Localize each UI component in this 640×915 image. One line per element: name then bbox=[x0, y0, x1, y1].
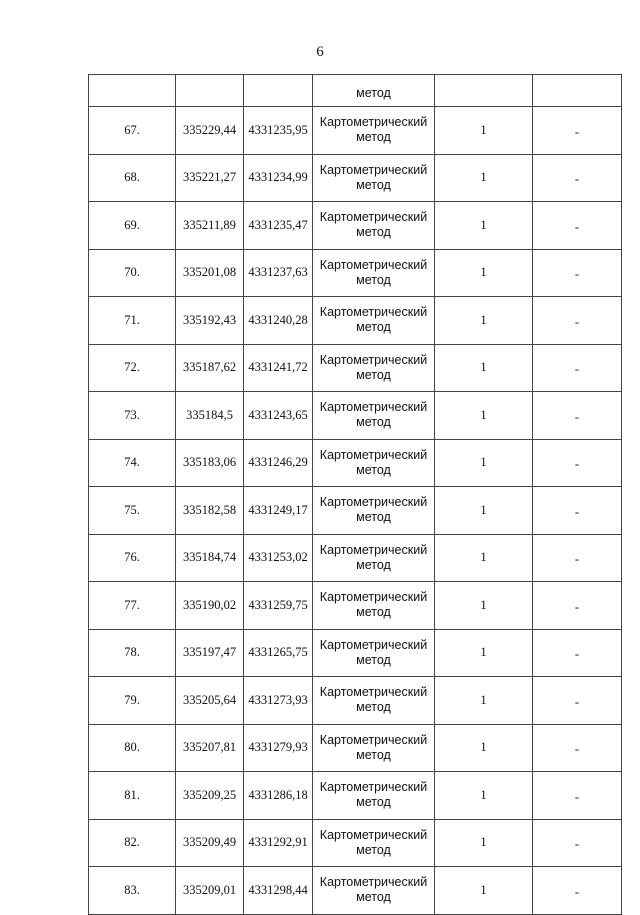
cell-number: 79. bbox=[89, 677, 176, 725]
method-line-2: метод bbox=[356, 320, 391, 335]
table-row bbox=[89, 582, 622, 630]
cell-note: - bbox=[533, 202, 622, 250]
cell-accuracy: 1 bbox=[435, 439, 533, 487]
cell-y: 4331298,44 bbox=[244, 867, 313, 915]
cell-number: 80. bbox=[89, 724, 176, 772]
cell-method bbox=[313, 772, 435, 820]
table-row bbox=[89, 249, 622, 297]
cell-accuracy: 1 bbox=[435, 107, 533, 155]
cell-note: - bbox=[533, 487, 622, 535]
cell-accuracy: 1 bbox=[435, 819, 533, 867]
cell-y: 4331253,02 bbox=[244, 534, 313, 582]
method-line-2: метод bbox=[356, 890, 391, 905]
table-row bbox=[89, 392, 622, 440]
method-line-2: метод bbox=[356, 652, 391, 667]
cell-y: 4331292,91 bbox=[244, 819, 313, 867]
cell-method bbox=[313, 297, 435, 345]
cell-method bbox=[313, 677, 435, 725]
cell-method bbox=[313, 439, 435, 487]
cell-x: 335183,06 bbox=[176, 439, 244, 487]
cell-accuracy: 1 bbox=[435, 677, 533, 725]
cell-number: 74. bbox=[89, 439, 176, 487]
method-line-2: метод bbox=[356, 605, 391, 620]
table-row bbox=[89, 439, 622, 487]
cell-number: 72. bbox=[89, 344, 176, 392]
cell-x: 335209,01 bbox=[176, 867, 244, 915]
method-line-1: Картометрический bbox=[319, 780, 428, 795]
cell-note: - bbox=[533, 629, 622, 677]
cell-number: 70. bbox=[89, 249, 176, 297]
cell-x: 335205,64 bbox=[176, 677, 244, 725]
cell-y: 4331235,95 bbox=[244, 107, 313, 155]
table-row bbox=[89, 677, 622, 725]
cell-x: 335209,25 bbox=[176, 772, 244, 820]
table-row bbox=[89, 534, 622, 582]
method-line-2: метод bbox=[356, 367, 391, 382]
cell-note: - bbox=[533, 249, 622, 297]
cell-note: - bbox=[533, 107, 622, 155]
cell-number: 83. bbox=[89, 867, 176, 915]
cell-number: 73. bbox=[89, 392, 176, 440]
cell-method bbox=[313, 819, 435, 867]
table-row bbox=[89, 107, 622, 155]
method-line-1: Картометрический bbox=[319, 305, 428, 320]
method-line-1: Картометрический bbox=[319, 875, 428, 890]
cell-note: - bbox=[533, 772, 622, 820]
cell-method bbox=[313, 582, 435, 630]
method-line-2: метод bbox=[356, 462, 391, 477]
cell-x: 335211,89 bbox=[176, 202, 244, 250]
cell-note: - bbox=[533, 724, 622, 772]
cell-method bbox=[313, 154, 435, 202]
cell-note: - bbox=[533, 154, 622, 202]
cell-x: 335187,62 bbox=[176, 344, 244, 392]
cell-number: 76. bbox=[89, 534, 176, 582]
cell-number: 69. bbox=[89, 202, 176, 250]
table-row bbox=[89, 867, 622, 915]
method-line-1: Картометрический bbox=[319, 257, 428, 272]
cell-number: 82. bbox=[89, 819, 176, 867]
cell-method bbox=[313, 392, 435, 440]
method-line-1: Картометрический bbox=[319, 210, 428, 225]
cell-x: 335201,08 bbox=[176, 249, 244, 297]
cell-note: - bbox=[533, 867, 622, 915]
cell-note: - bbox=[533, 534, 622, 582]
method-line-1: Картометрический bbox=[319, 827, 428, 842]
cell-accuracy: 1 bbox=[435, 202, 533, 250]
cell-method bbox=[313, 202, 435, 250]
cell-method bbox=[313, 487, 435, 535]
table-row bbox=[89, 819, 622, 867]
method-line-1: Картометрический bbox=[319, 590, 428, 605]
method-line-1: Картометрический bbox=[319, 542, 428, 557]
cell-x: 335209,49 bbox=[176, 819, 244, 867]
cell-method bbox=[313, 249, 435, 297]
cell-x bbox=[176, 75, 244, 107]
cell-accuracy: 1 bbox=[435, 297, 533, 345]
method-line-1: Картометрический bbox=[319, 685, 428, 700]
cell-number: 71. bbox=[89, 297, 176, 345]
table-body bbox=[89, 75, 622, 915]
cell-number: 77. bbox=[89, 582, 176, 630]
cell-x: 335221,27 bbox=[176, 154, 244, 202]
cell-accuracy: 1 bbox=[435, 534, 533, 582]
cell-accuracy: 1 bbox=[435, 772, 533, 820]
table-row bbox=[89, 297, 622, 345]
cell-x: 335229,44 bbox=[176, 107, 244, 155]
method-line-2: метод bbox=[356, 795, 391, 810]
cell-note: - bbox=[533, 819, 622, 867]
cell-note bbox=[533, 75, 622, 107]
cell-x: 335197,47 bbox=[176, 629, 244, 677]
cell-note: - bbox=[533, 392, 622, 440]
coordinates-table bbox=[88, 74, 622, 915]
cell-number: 81. bbox=[89, 772, 176, 820]
method-line-2: метод bbox=[356, 272, 391, 287]
table-row bbox=[89, 629, 622, 677]
cell-note: - bbox=[533, 677, 622, 725]
method-line-1: Картометрический bbox=[319, 495, 428, 510]
table-row bbox=[89, 487, 622, 535]
method-line-1: Картометрический bbox=[319, 400, 428, 415]
method-line-1: Картометрический bbox=[319, 162, 428, 177]
method-line-2: метод bbox=[356, 130, 391, 145]
method-line-2: метод bbox=[356, 842, 391, 857]
cell-method: метод bbox=[313, 75, 435, 107]
cell-y bbox=[244, 75, 313, 107]
cell-y: 4331243,65 bbox=[244, 392, 313, 440]
cell-method bbox=[313, 724, 435, 772]
cell-y: 4331259,75 bbox=[244, 582, 313, 630]
method-line-1: Картометрический bbox=[319, 447, 428, 462]
cell-number: 75. bbox=[89, 487, 176, 535]
cell-accuracy: 1 bbox=[435, 867, 533, 915]
cell-accuracy: 1 bbox=[435, 344, 533, 392]
cell-method bbox=[313, 107, 435, 155]
cell-number bbox=[89, 75, 176, 107]
cell-y: 4331237,63 bbox=[244, 249, 313, 297]
cell-number: 78. bbox=[89, 629, 176, 677]
cell-note: - bbox=[533, 297, 622, 345]
cell-y: 4331249,17 bbox=[244, 487, 313, 535]
cell-method bbox=[313, 867, 435, 915]
cell-accuracy bbox=[435, 75, 533, 107]
cell-accuracy: 1 bbox=[435, 249, 533, 297]
method-line-2: метод bbox=[356, 700, 391, 715]
method-line-2: метод bbox=[356, 177, 391, 192]
cell-y: 4331234,99 bbox=[244, 154, 313, 202]
cell-number: 68. bbox=[89, 154, 176, 202]
cell-y: 4331265,75 bbox=[244, 629, 313, 677]
cell-note: - bbox=[533, 582, 622, 630]
cell-accuracy: 1 bbox=[435, 154, 533, 202]
method-line-1: Картометрический bbox=[319, 637, 428, 652]
cell-y: 4331235,47 bbox=[244, 202, 313, 250]
cell-x: 335184,5 bbox=[176, 392, 244, 440]
cell-x: 335207,81 bbox=[176, 724, 244, 772]
cell-y: 4331240,28 bbox=[244, 297, 313, 345]
method-line-2: метод bbox=[356, 415, 391, 430]
cell-x: 335182,58 bbox=[176, 487, 244, 535]
cell-note: - bbox=[533, 439, 622, 487]
page-number: 6 bbox=[316, 44, 324, 60]
cell-accuracy: 1 bbox=[435, 724, 533, 772]
cell-method bbox=[313, 534, 435, 582]
cell-x: 335190,02 bbox=[176, 582, 244, 630]
cell-y: 4331273,93 bbox=[244, 677, 313, 725]
method-line-1: Картометрический bbox=[319, 115, 428, 130]
cell-accuracy: 1 bbox=[435, 582, 533, 630]
cell-y: 4331286,18 bbox=[244, 772, 313, 820]
table-row bbox=[89, 772, 622, 820]
cell-method bbox=[313, 344, 435, 392]
table-row bbox=[89, 724, 622, 772]
cell-x: 335192,43 bbox=[176, 297, 244, 345]
cell-y: 4331246,29 bbox=[244, 439, 313, 487]
continuation-row bbox=[89, 75, 622, 107]
cell-accuracy: 1 bbox=[435, 487, 533, 535]
table-row bbox=[89, 154, 622, 202]
cell-method bbox=[313, 629, 435, 677]
cell-x: 335184,74 bbox=[176, 534, 244, 582]
method-line-2: метод bbox=[356, 747, 391, 762]
method-line-2: метод bbox=[356, 225, 391, 240]
cell-accuracy: 1 bbox=[435, 629, 533, 677]
method-line-1: Картометрический bbox=[319, 732, 428, 747]
method-line-2: метод bbox=[356, 510, 391, 525]
method-line-1: Картометрический bbox=[319, 352, 428, 367]
cell-accuracy: 1 bbox=[435, 392, 533, 440]
cell-note: - bbox=[533, 344, 622, 392]
method-line-2: метод bbox=[356, 557, 391, 572]
cell-number: 67. bbox=[89, 107, 176, 155]
cell-y: 4331279,93 bbox=[244, 724, 313, 772]
table-row bbox=[89, 202, 622, 250]
cell-y: 4331241,72 bbox=[244, 344, 313, 392]
table-row bbox=[89, 344, 622, 392]
